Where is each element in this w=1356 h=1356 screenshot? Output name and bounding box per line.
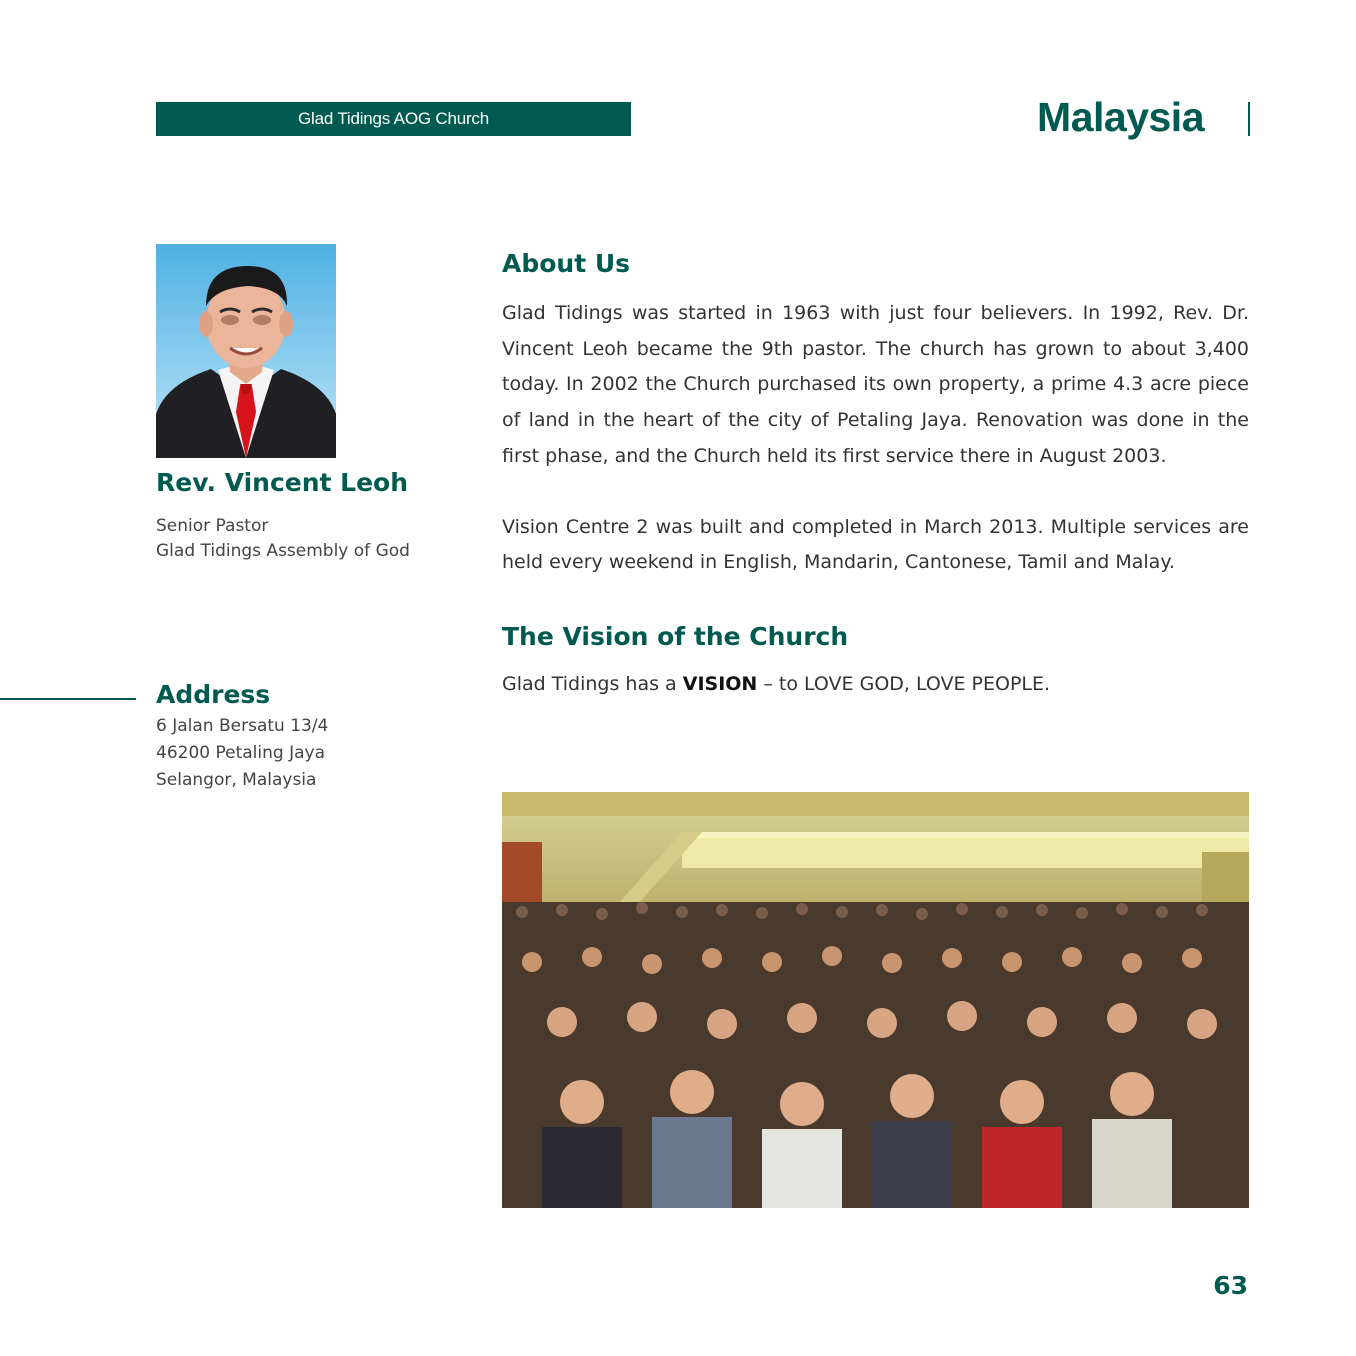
vision-text-after: – to LOVE GOD, LOVE PEOPLE. <box>757 672 1051 695</box>
about-paragraph: Glad Tidings was started in 1963 with just four believers. In 1992, Rev. Dr. Vincent Leoh became the 9th pastor. The church has grown to about 3,400 today. In 2002 the Church purchased its own property, a prime 4.3 acre piece of land in the heart of the city of Petaling Jaya. Renovation was done in the first phase, and the Church held its first service there in August 2003. <box>502 302 1249 467</box>
pastor-role: Senior Pastor <box>156 516 269 536</box>
header-section-label: Glad Tidings AOG Church <box>156 102 631 136</box>
main-content <box>502 244 1249 703</box>
address-heading: Address <box>156 680 271 709</box>
vision-text-bold: VISION <box>682 672 758 695</box>
vision-statement <box>502 667 1249 703</box>
pastor-portrait-svg <box>156 244 336 458</box>
pastor-role-block <box>156 514 410 564</box>
address-divider <box>0 698 136 700</box>
address-line: Selangor, Malaysia <box>156 770 317 790</box>
pastor-name: Rev. Vincent Leoh <box>156 468 409 497</box>
page-number: 63 <box>1213 1271 1248 1300</box>
pastor-portrait-icon <box>156 244 336 458</box>
congregation-worship-photo-icon <box>502 792 1249 1208</box>
about-paragraph: Vision Centre 2 was built and completed in March 2013. Multiple services are held every weekend in English, Mandarin, Cantonese, Tamil and Malay. <box>502 515 1249 574</box>
address-block <box>156 713 328 794</box>
about-heading: About Us <box>502 249 631 278</box>
country-divider <box>1248 102 1250 136</box>
country-title: Malaysia <box>1037 94 1204 140</box>
congregation-photo-svg <box>502 792 1249 1208</box>
vision-text-before: Glad Tidings has a <box>502 672 683 695</box>
address-line: 6 Jalan Bersatu 13/4 <box>156 716 329 736</box>
vision-heading: The Vision of the Church <box>502 621 849 651</box>
pastor-church: Glad Tidings Assembly of God <box>156 541 410 561</box>
address-line: 46200 Petaling Jaya <box>156 743 325 763</box>
